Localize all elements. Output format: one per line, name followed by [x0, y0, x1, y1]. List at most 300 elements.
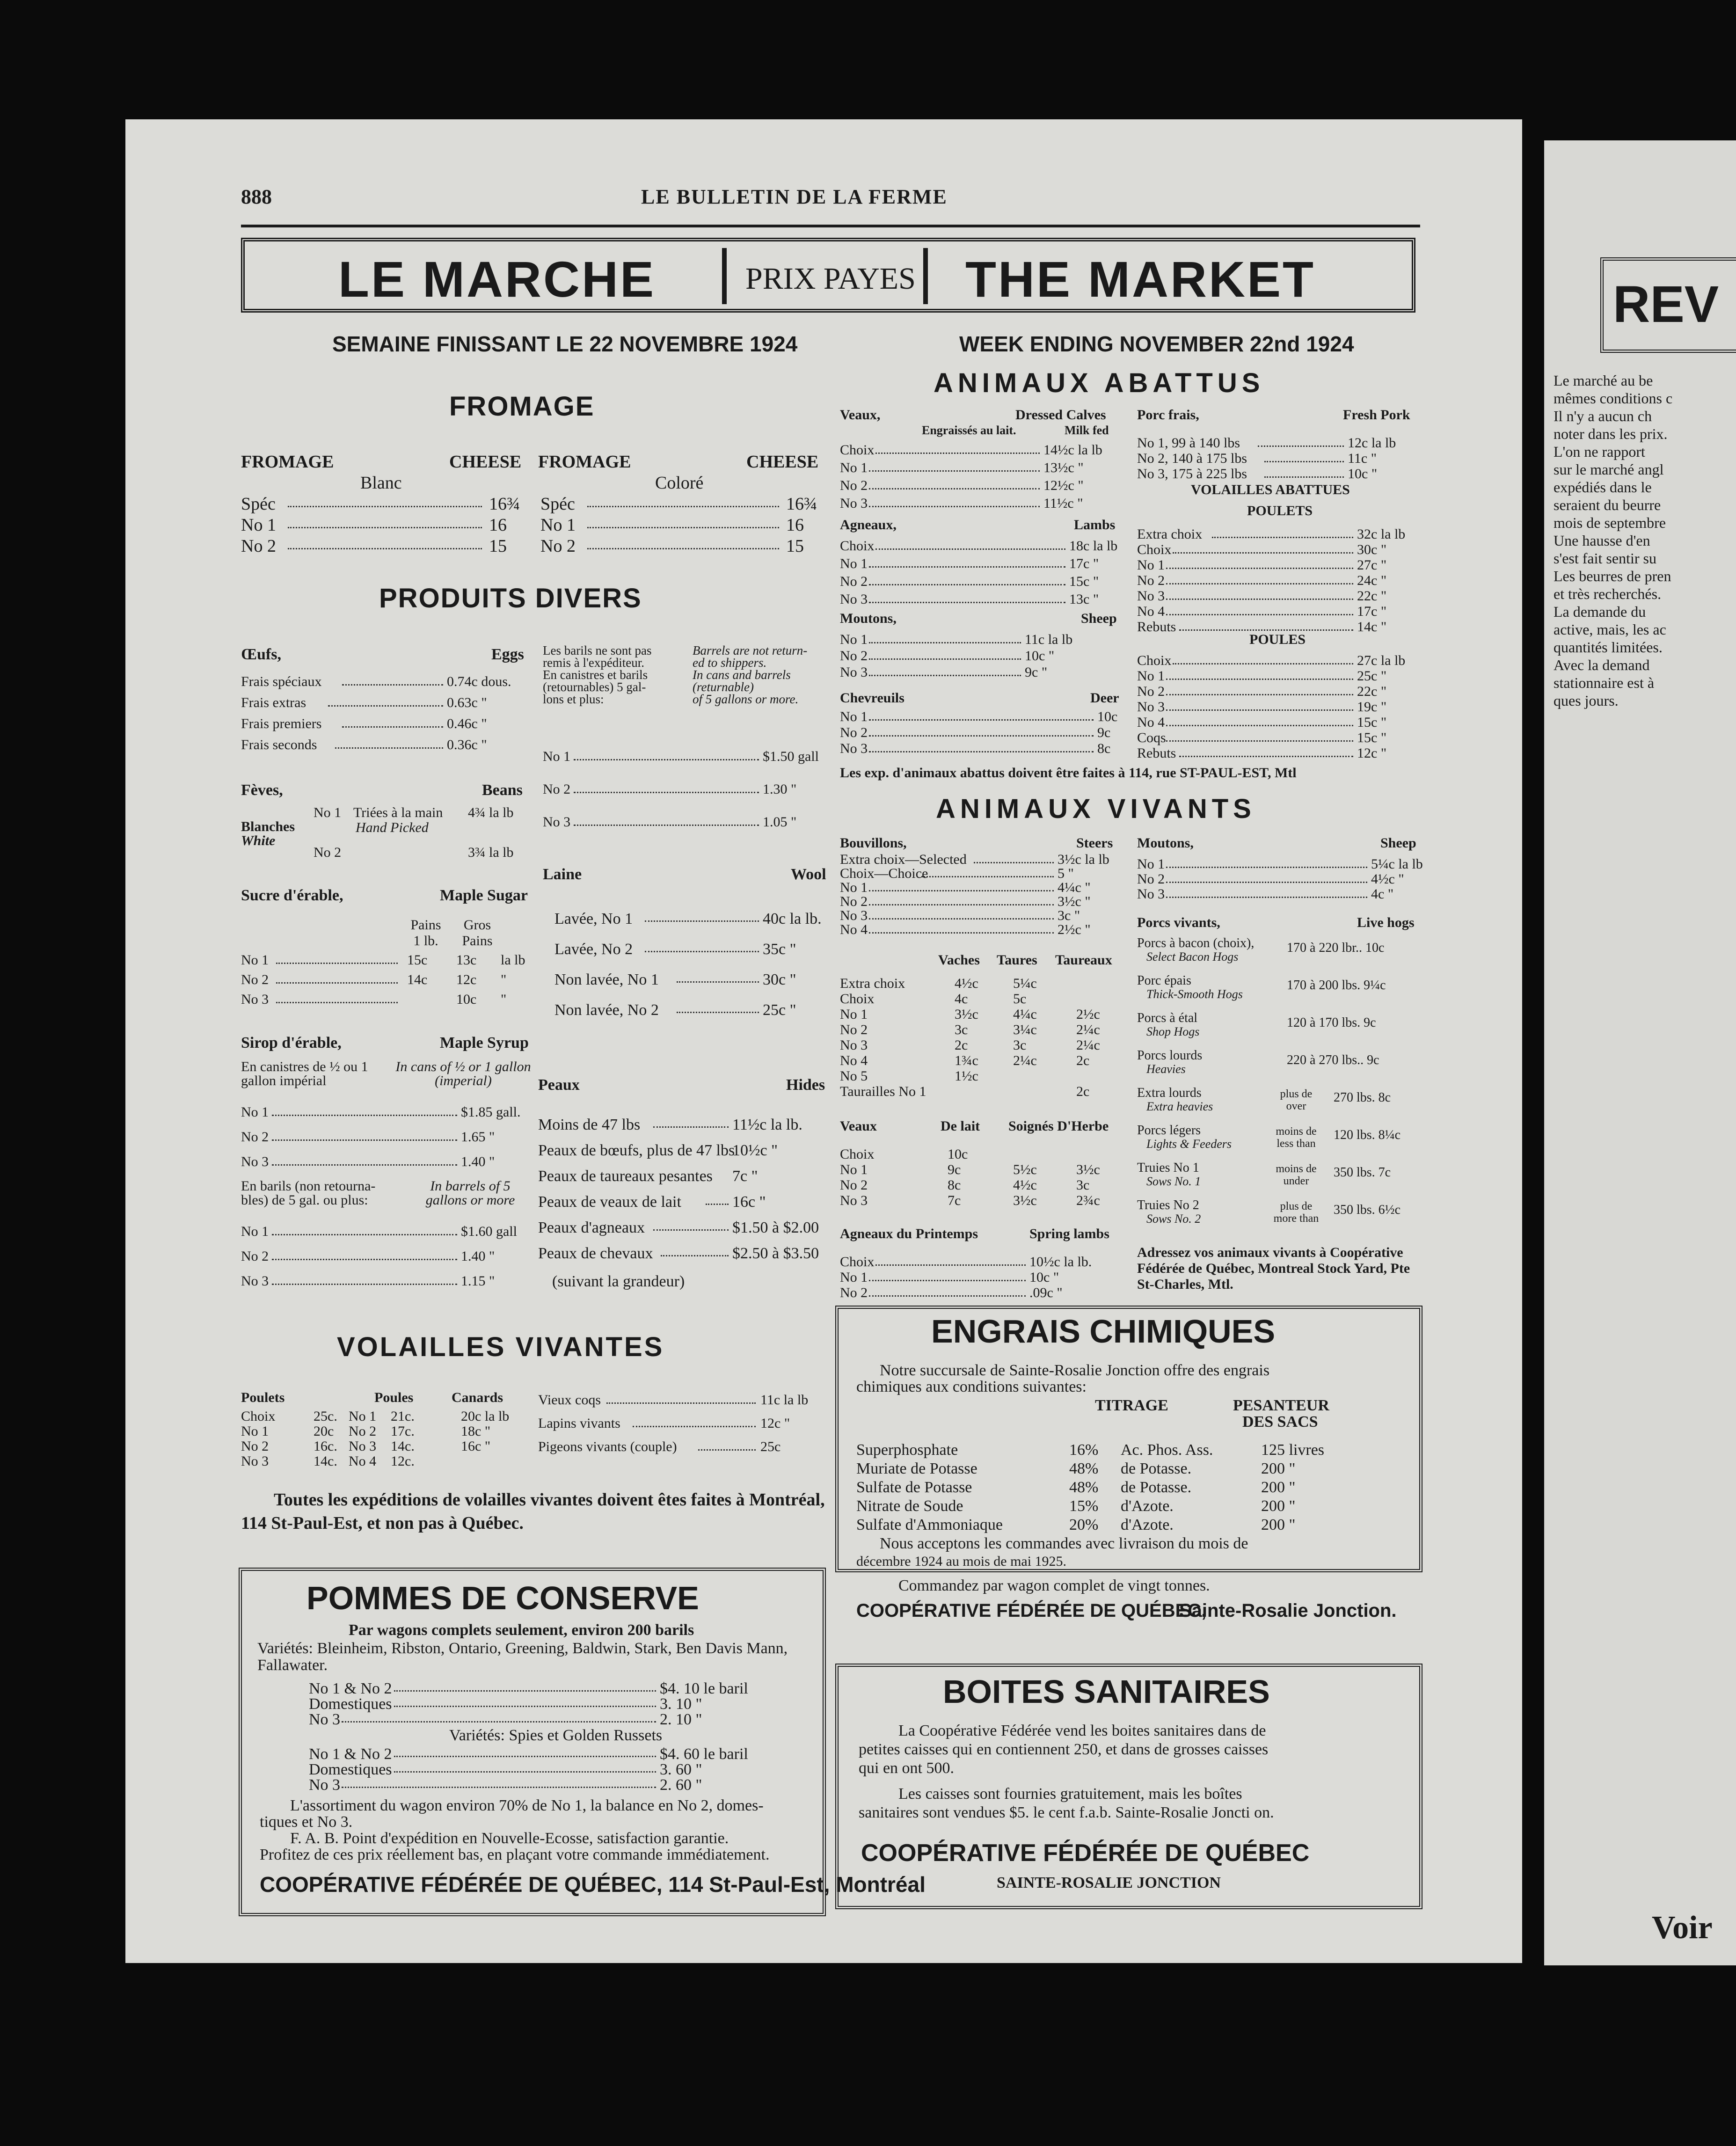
leader-dots	[653, 1229, 729, 1231]
row-label: No 3	[309, 1776, 341, 1794]
leader-dots	[869, 735, 1094, 737]
row-value: 4c "	[1371, 886, 1394, 902]
row-label: No 1	[241, 515, 276, 535]
row-value: 170 à 200 lbs. 9¼c	[1287, 978, 1386, 993]
row-label: Choix	[241, 1409, 276, 1424]
row-value: 1.40 "	[461, 1154, 495, 1169]
moutons-fr: Moutons,	[840, 611, 897, 626]
row-value: 120 à 170 lbs. 9c	[1287, 1015, 1376, 1030]
peaux-en: Hides	[786, 1076, 825, 1094]
row-label: Nitrate de Soude	[856, 1497, 963, 1515]
bouvillons-fr: Bouvillons,	[840, 835, 907, 851]
row-value: 20c	[314, 1423, 334, 1439]
row-value: 120 lbs. 8¼c	[1334, 1128, 1401, 1142]
row-value: 5½c	[1013, 1162, 1037, 1177]
row-label: Choix	[840, 1254, 875, 1270]
leader-dots	[869, 584, 1065, 585]
row-label: No 1	[840, 709, 868, 724]
fromage-h1: FROMAGE	[241, 452, 334, 472]
note-line: Barrels are not return-	[693, 643, 808, 657]
note-line: Les barils ne sont pas	[543, 643, 652, 657]
row-label: No 3	[840, 1193, 868, 1208]
row-label: Frais seconds	[241, 737, 317, 752]
row-value: 12½c "	[1043, 478, 1084, 493]
leader-dots	[342, 1721, 656, 1723]
row-value: 9c	[1097, 725, 1111, 740]
sirop-fr: Sirop d'érable,	[241, 1034, 342, 1051]
row-value: 16c "	[461, 1438, 491, 1454]
row-label: Frais spéciaux	[241, 674, 322, 689]
leader-dots	[276, 963, 398, 964]
row-value: 25c.	[314, 1409, 337, 1424]
row-label: Sulfate d'Ammoniaque	[856, 1516, 1003, 1533]
agneaux-en: Lambs	[1074, 517, 1116, 533]
row-label: Lapins vivants	[538, 1416, 620, 1431]
row-value: 3½c	[955, 1007, 978, 1022]
row-value: 25c "	[1357, 668, 1387, 684]
text-line: La demande du	[1554, 603, 1646, 620]
row-label: Peaux de taureaux pesantes	[538, 1168, 713, 1185]
row-label: No 3	[1137, 886, 1165, 902]
row-value: 3c	[1076, 1177, 1090, 1193]
sirop-en: Maple Syrup	[440, 1034, 529, 1051]
header-rule	[241, 225, 1420, 227]
moutons-vivants-fr: Moutons,	[1137, 835, 1194, 851]
engrais-l1: Nous acceptons les commandes avec livraison du mois de	[880, 1535, 1248, 1552]
row-label: No 2	[241, 972, 269, 987]
next-page-edge	[1544, 140, 1736, 1965]
row-label: No 1	[241, 1224, 269, 1239]
row-value: 20c la lb	[461, 1409, 510, 1424]
week-fr: SEMAINE FINISSANT LE 22 NOVEMBRE 1924	[332, 332, 798, 356]
col-header: Soignés D'Herbe	[1008, 1118, 1109, 1134]
leader-dots	[1166, 583, 1353, 584]
boites-l5: sanitaires sont vendues $5. le cent f.a.b. Sainte-Rosalie Joncti on.	[859, 1804, 1274, 1821]
row-value: 270 lbs. 8c	[1334, 1090, 1391, 1105]
row-label: Truies No 2	[1137, 1198, 1199, 1212]
row-label: No 1	[241, 1104, 269, 1120]
leader-dots	[645, 951, 759, 952]
chevreuils-fr: Chevreuils	[840, 690, 904, 706]
row-label: No 3	[840, 741, 868, 756]
peaux-fr: Peaux	[538, 1076, 580, 1094]
text-line: seraient du beurre	[1554, 496, 1661, 513]
leader-dots	[661, 1255, 729, 1256]
row-value: 7c "	[732, 1168, 758, 1185]
row-value: 16	[786, 515, 804, 535]
feves-no1-fr: Triées à la main	[353, 805, 443, 820]
row-value: 8c	[948, 1177, 961, 1193]
boites-signature: COOPÉRATIVE FÉDÉRÉE DE QUÉBEC	[861, 1839, 1310, 1867]
row-label: Lavée, No 1	[554, 910, 633, 927]
bouvillons-en: Steers	[1076, 835, 1113, 851]
feves-no1-en: Hand Picked	[356, 820, 429, 835]
row-label: Sulfate de Potasse	[856, 1479, 972, 1496]
row-value: 30c "	[1357, 542, 1387, 557]
row-value: 10c	[948, 1146, 968, 1162]
row-value: 12c "	[760, 1416, 790, 1431]
col-header: Veaux	[840, 1118, 877, 1134]
engrais-intro1: Notre succursale de Sainte-Rosalie Jonction offre des engrais	[880, 1362, 1270, 1379]
leader-dots	[633, 1426, 756, 1427]
boites-signature2: SAINTE-ROSALIE JONCTION	[997, 1874, 1221, 1891]
fromage-title: FROMAGE	[449, 391, 595, 422]
engrais-h-titrage: TITRAGE	[1095, 1397, 1168, 1414]
row-value: $1.50 à $2.00	[732, 1219, 819, 1236]
row-value: 2. 10 "	[660, 1711, 702, 1728]
note-line: En canistres et barils	[543, 668, 648, 682]
banner-center: PRIX PAYES	[745, 262, 916, 296]
feves-fr: Fèves,	[241, 781, 283, 799]
leader-dots	[574, 825, 759, 826]
row-label: No 1	[840, 880, 868, 895]
row-value: 2c	[1076, 1084, 1090, 1099]
row-value: 24c "	[1357, 573, 1387, 588]
week-en: WEEK ENDING NOVEMBER 22nd 1924	[959, 332, 1354, 356]
leader-dots	[677, 1012, 759, 1013]
row-label: Choix	[840, 1146, 875, 1162]
row-value: 14c	[407, 972, 428, 987]
row-value: 16	[489, 515, 507, 535]
engrais-intro2: chimiques aux conditions suivantes:	[856, 1378, 1087, 1395]
laine-en: Wool	[791, 866, 826, 883]
row-value: 1.05 "	[763, 814, 797, 830]
row-label: No 1	[840, 556, 868, 571]
row-value: 10c "	[1348, 466, 1378, 482]
feves-white: White	[241, 833, 276, 848]
leader-dots	[698, 1449, 756, 1451]
sirop-barils-en: In barrels of 5 gallons or more	[425, 1178, 515, 1208]
row-value: 15c "	[1069, 574, 1099, 589]
row-value: 16¾	[786, 494, 817, 514]
leader-dots	[1264, 461, 1344, 462]
row-label: No 1	[349, 1409, 377, 1424]
row-value: 40c la lb.	[763, 910, 822, 927]
leader-dots	[1166, 614, 1353, 615]
row-label: No 2	[241, 536, 276, 556]
porcs-en: Live hogs	[1357, 915, 1415, 930]
leader-dots	[1166, 897, 1367, 898]
leader-dots	[342, 726, 443, 728]
row-value: 21c.	[391, 1409, 415, 1424]
laine-fr: Laine	[543, 866, 582, 883]
row-value: 10c "	[1029, 1270, 1059, 1285]
leader-dots	[869, 642, 1021, 643]
note-line: of 5 gallons or more.	[693, 692, 799, 706]
row-qualifier: moins de less than	[1276, 1125, 1317, 1150]
row-label: Choix	[1137, 653, 1172, 668]
row-label: Rebuts	[1137, 619, 1176, 635]
leader-dots	[587, 527, 779, 528]
leader-dots	[869, 602, 1065, 603]
row-label: No 2	[241, 1248, 269, 1264]
row-value: de Potasse.	[1121, 1460, 1192, 1477]
row-value: 3½c la lb	[1058, 852, 1109, 867]
row-label: Choix	[840, 442, 875, 458]
row-value: 11½c "	[1043, 496, 1083, 511]
pommes-sub: Par wagons complets seulement, environ 200 barils	[349, 1621, 694, 1639]
row-value: 3½c "	[1058, 894, 1091, 909]
engrais-title: ENGRAIS CHIMIQUES	[931, 1313, 1276, 1350]
row-label: No 2	[349, 1423, 377, 1439]
next-page-title: REV	[1613, 276, 1719, 333]
row-label: No 1	[840, 632, 868, 647]
leader-dots	[574, 759, 759, 760]
note-line: (returnable)	[693, 680, 754, 694]
row-label: No 1	[1137, 668, 1165, 684]
row-label: Extra choix—Selected	[840, 852, 967, 867]
text-line: Avec la demand	[1554, 657, 1650, 673]
row-value: $1.85 gall.	[461, 1104, 521, 1120]
row-label: No 3	[840, 496, 868, 511]
text-line: mêmes conditions c	[1554, 390, 1673, 407]
row-label: No 3	[840, 664, 868, 680]
note-line: remis à l'expéditeur.	[543, 656, 645, 670]
row-label: No 1	[840, 1270, 868, 1285]
row-value: 4½c	[955, 976, 978, 991]
row-label: Vieux coqs	[538, 1392, 601, 1408]
leader-dots	[394, 1756, 656, 1757]
abattus-note: Les exp. d'animaux abattus doivent être faites à 114, rue ST-PAUL-EST, Mtl	[840, 765, 1297, 781]
row-label: No 1	[840, 460, 868, 475]
row-label: Choix	[1137, 542, 1172, 557]
note-line: lons et plus:	[543, 692, 604, 706]
row-label: No 1	[840, 1007, 868, 1022]
sucre-en: Maple Sugar	[440, 887, 528, 904]
leader-dots	[574, 792, 759, 793]
row-label: Coqs	[1137, 730, 1166, 745]
leader-dots	[869, 1295, 1026, 1297]
pommes-varietes2: Variétés: Spies et Golden Russets	[449, 1727, 663, 1744]
row-value: 3c	[955, 1022, 968, 1037]
row-label: No 3	[840, 1037, 868, 1053]
row-label: Porcs à bacon (choix),	[1137, 936, 1255, 950]
row-value: 32c la lb	[1357, 526, 1406, 542]
oeufs-en: Eggs	[491, 646, 524, 663]
row-label: No 4	[1137, 715, 1165, 730]
banner-divider	[722, 248, 727, 304]
leader-dots	[328, 705, 443, 707]
leader-dots	[645, 920, 759, 922]
row-value: 200 "	[1261, 1516, 1296, 1533]
engrais-l2: décembre 1924 au mois de mai 1925.	[856, 1554, 1067, 1569]
sirop-barils-fr: En barils (non retourna- bles) de 5 gal. ou plus:	[241, 1178, 376, 1208]
row-label: No 1	[241, 952, 269, 968]
fromage-h4: CHEESE	[746, 452, 819, 472]
engrais-h-pes2: DES SACS	[1242, 1413, 1318, 1431]
row-value: 14c "	[1357, 619, 1387, 635]
row-label: Spéc	[241, 494, 276, 514]
row-label: Peaux d'agneaux	[538, 1219, 645, 1236]
leader-dots	[1179, 629, 1353, 631]
pommes-signature: COOPÉRATIVE FÉDÉRÉE DE QUÉBEC, 114 St-Paul-Est, Montréal	[260, 1872, 926, 1897]
row-value: 200 "	[1261, 1479, 1296, 1496]
leader-dots	[869, 932, 1054, 934]
col-header: Vaches	[938, 952, 980, 968]
row-value: $2.50 à $3.50	[732, 1245, 819, 1262]
fromage-h3: FROMAGE	[538, 452, 631, 472]
poules-title: POULES	[1249, 632, 1306, 647]
row-label: No 2	[840, 894, 868, 909]
fromage-blanc: Blanc	[360, 473, 402, 493]
leader-dots	[1166, 599, 1353, 600]
sucre-fr: Sucre d'érable,	[241, 887, 343, 904]
leader-dots	[272, 1259, 457, 1260]
leader-dots	[272, 1115, 457, 1116]
row-value: 16%	[1069, 1441, 1099, 1459]
row-value: 2c	[1076, 1053, 1090, 1068]
row-value: 170 à 220 lbr.. 10c	[1287, 941, 1385, 955]
row-unit: "	[501, 992, 507, 1007]
row-value: $1.50 gall	[763, 749, 819, 764]
row-value: $4. 60 le baril	[660, 1745, 748, 1763]
row-label: Porcs à étal	[1137, 1011, 1198, 1025]
leader-dots	[1166, 709, 1353, 711]
row-value: 25c "	[763, 1001, 796, 1019]
leader-dots	[272, 1139, 457, 1141]
leader-dots	[1179, 756, 1353, 757]
row-value: 48%	[1069, 1479, 1099, 1496]
leader-dots	[1212, 537, 1353, 538]
leader-dots	[869, 918, 1054, 920]
leader-dots	[921, 876, 1054, 877]
row-qualifier: plus de over	[1280, 1088, 1313, 1112]
divers-title: PRODUITS DIVERS	[379, 583, 642, 613]
row-label: No 2, 140 à 175 lbs	[1137, 451, 1247, 466]
row-label: Porcs légers	[1137, 1123, 1201, 1138]
page-number: 888	[241, 185, 272, 208]
row-value: 2¼c	[1076, 1037, 1100, 1053]
row-value: 4½c	[1013, 1177, 1037, 1193]
row-value: 14½c la lb	[1043, 442, 1102, 458]
note-line: ed to shippers.	[693, 656, 767, 670]
row-value: 7c	[948, 1193, 961, 1208]
volailles-note: Toutes les expéditions de volailles vivantes doivent êtes faites à Montréal, 114 St-Paul-Est, et non pas à Québec.	[241, 1490, 825, 1533]
row-label: No 4	[840, 922, 868, 937]
row-value: 9c	[948, 1162, 961, 1177]
row-qualifier: plus de more than	[1273, 1200, 1319, 1225]
leader-dots	[869, 566, 1065, 568]
pommes-title: POMMES DE CONSERVE	[306, 1580, 699, 1616]
row-value: 350 lbs. 7c	[1334, 1165, 1391, 1180]
porc-en: Fresh Pork	[1343, 407, 1410, 423]
note-line: (retournables) 5 gal-	[543, 680, 646, 694]
row-label: No 2	[543, 781, 571, 797]
row-label: No 3	[241, 1453, 269, 1469]
row-value: 27c "	[1357, 557, 1387, 573]
leader-dots	[1166, 882, 1367, 883]
row-label: Peaux de bœufs, plus de 47 lbs	[538, 1142, 735, 1159]
oeufs-fr: Œufs,	[241, 646, 281, 663]
banner-divider	[923, 248, 928, 304]
leader-dots	[974, 862, 1054, 863]
leader-dots	[869, 470, 1040, 472]
sucre-col2: Gros Pains	[462, 917, 493, 949]
row-label: Extra choix	[840, 976, 905, 991]
vivants-note: Adressez vos animaux vivants à Coopérative Fédérée de Québec, Montreal Stock Yard, Pte St-Charles, Mtl.	[1137, 1245, 1410, 1292]
row-value: 220 à 270 lbs.. 9c	[1287, 1053, 1379, 1067]
banner-right: THE MARKET	[965, 251, 1315, 307]
leader-dots	[342, 684, 443, 686]
row-value: 11c la lb	[760, 1392, 809, 1408]
feves-no2-value: 3¾ la lb	[468, 845, 514, 860]
row-unit: la lb	[501, 952, 525, 968]
leader-dots	[272, 1234, 457, 1235]
row-value: 19c "	[1357, 699, 1387, 715]
row-value: 35c "	[763, 941, 796, 958]
journal-title: LE BULLETIN DE LA FERME	[641, 185, 948, 208]
leader-dots	[869, 1280, 1026, 1281]
volailles-h3: Canards	[452, 1390, 503, 1405]
leader-dots	[869, 506, 1040, 507]
feves-no1: No 1	[314, 805, 342, 820]
engrais-l3: Commandez par wagon complet de vingt tonnes.	[898, 1577, 1210, 1594]
row-label: Lavée, No 2	[554, 941, 633, 958]
row-value: 3c	[1013, 1037, 1027, 1053]
row-value: 17c "	[1069, 556, 1099, 571]
leader-dots	[335, 747, 443, 749]
row-value: 3. 10 "	[660, 1695, 702, 1713]
row-label: Non lavée, No 2	[554, 1001, 659, 1019]
row-value: 16c "	[732, 1193, 766, 1211]
row-value: 5 "	[1058, 866, 1074, 881]
row-value: 48%	[1069, 1460, 1099, 1477]
row-label: Choix	[840, 538, 875, 554]
row-label: Porc épais	[1137, 973, 1191, 988]
col-header: Taures	[997, 952, 1037, 968]
row-label: No 1	[840, 1162, 868, 1177]
row-value: 15c "	[1357, 715, 1387, 730]
row-value: 200 "	[1261, 1497, 1296, 1515]
row-label: No 4	[349, 1453, 377, 1469]
veaux-sub-fr: Engraissés au lait.	[922, 423, 1016, 437]
abattus-title: ANIMAUX ABATTUS	[934, 368, 1265, 398]
row-label: Truies No 1	[1137, 1161, 1199, 1175]
peaux-note: (suivant la grandeur)	[552, 1273, 685, 1290]
leader-dots	[869, 675, 1021, 676]
row-value: 1.65 "	[461, 1129, 495, 1145]
row-value: 27c la lb	[1357, 653, 1406, 668]
row-value: 18c la lb	[1069, 538, 1118, 554]
row-value: 17c "	[1357, 604, 1387, 619]
text-line: stationnaire est à	[1554, 674, 1655, 691]
text-line: Le marché au be	[1554, 372, 1653, 389]
row-value: 1.15 "	[461, 1273, 495, 1289]
row-label-en: Extra heavies	[1146, 1100, 1213, 1113]
row-label: No 3	[1137, 699, 1165, 715]
porc-fr: Porc frais,	[1137, 407, 1199, 423]
row-value: 16¾	[489, 494, 520, 514]
feves-en: Beans	[482, 781, 523, 799]
text-line: L'on ne rapport	[1554, 443, 1645, 460]
row-value: 16c.	[314, 1438, 337, 1454]
leader-dots	[869, 904, 1054, 905]
text-line: active, mais, les ac	[1554, 621, 1666, 638]
row-value: 22c "	[1357, 588, 1387, 604]
row-value: 10c	[456, 992, 477, 1007]
leader-dots	[869, 890, 1054, 891]
row-label: Moins de 47 lbs	[538, 1116, 641, 1133]
row-label: Muriate de Potasse	[856, 1460, 977, 1477]
text-line: Une hausse d'en	[1554, 532, 1650, 549]
note-line: In cans and barrels	[693, 668, 791, 682]
sucre-col1: Pains 1 lb.	[410, 917, 441, 949]
row-value: 9c "	[1025, 664, 1048, 680]
row-value: 10½c la lb.	[1029, 1254, 1092, 1270]
leader-dots	[1258, 445, 1344, 447]
agneaux-printemps-en: Spring lambs	[1029, 1226, 1109, 1241]
row-value: d'Azote.	[1121, 1516, 1174, 1533]
